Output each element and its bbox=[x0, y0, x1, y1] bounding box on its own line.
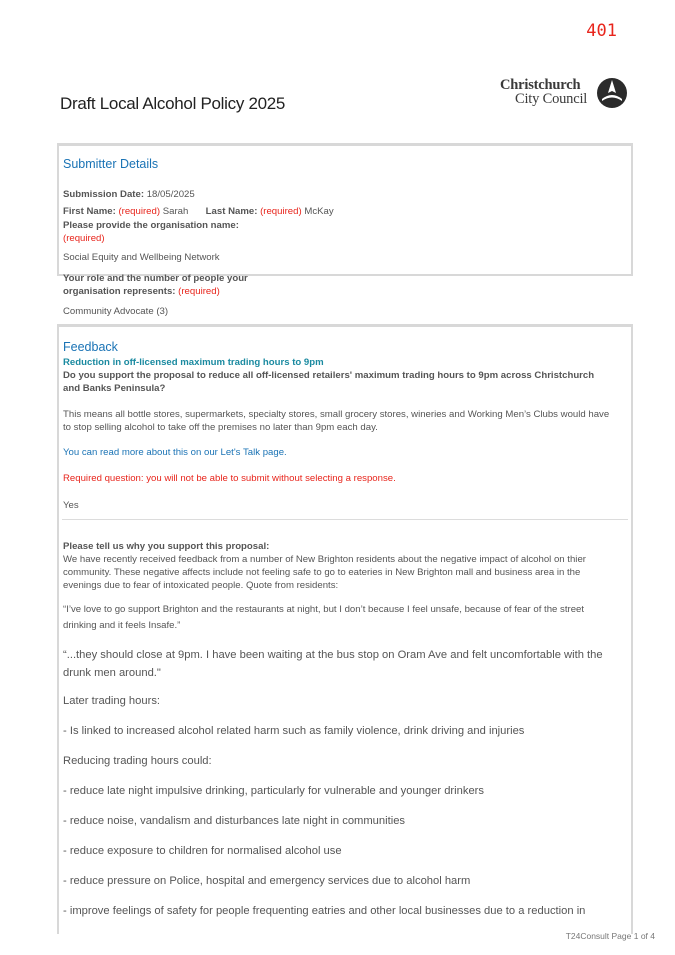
submission-date-label: Submission Date: bbox=[63, 189, 145, 200]
reduce-bullet-3: - reduce exposure to children for normalised alcohol use bbox=[63, 845, 342, 857]
page-stamp: 401 bbox=[586, 21, 617, 41]
org-label: Please provide the organisation name: bbox=[63, 220, 239, 231]
role-value: Community Advocate (3) bbox=[63, 306, 169, 317]
lets-talk-link[interactable]: Let's Talk page bbox=[220, 447, 285, 458]
page-footer: T24Consult Page 1 of 4 bbox=[565, 931, 655, 941]
submission-date-value: 18/05/2025 bbox=[146, 189, 195, 200]
role-label-line-2 bbox=[63, 285, 220, 298]
quote-2-line-2: drunk men around." bbox=[63, 667, 161, 679]
later-hours-heading: Later trading hours: bbox=[63, 695, 161, 707]
council-logo bbox=[500, 74, 630, 110]
org-required: (required) bbox=[63, 233, 105, 244]
role-required: (required) bbox=[178, 286, 220, 297]
explanation-line-1: This means all bottle stores, supermarkets, specialty stores, small grocery stores, wineries and Working Men’s Clubs would have bbox=[63, 409, 610, 420]
quote-1-line-2: drinking and it feels Insafe.” bbox=[63, 620, 181, 631]
reduce-bullet-2: - reduce noise, vandalism and disturbances late night in communities bbox=[63, 815, 406, 827]
submitter-heading: Submitter Details bbox=[63, 157, 159, 171]
divider bbox=[62, 519, 628, 520]
read-more-text bbox=[63, 446, 287, 459]
read-more-prefix: You can read more about this on our bbox=[63, 447, 221, 458]
why-line-1: We have recently received feedback from a number of New Brighton residents about the negative impact of alcohol on thier bbox=[63, 554, 586, 565]
org-value: Social Equity and Wellbeing Network bbox=[63, 252, 220, 263]
reduce-bullet-1: - reduce late night impulsive drinking, particularly for vulnerable and younger drinkers bbox=[63, 785, 484, 797]
why-label: Please tell us why you support this proposal: bbox=[63, 541, 270, 552]
first-name-required: (required) bbox=[118, 206, 161, 217]
answer-value: Yes bbox=[63, 500, 79, 511]
last-name-label: Last Name: bbox=[205, 206, 258, 217]
quote-2-line-1: “...they should close at 9pm. I have been waiting at the bus stop on Oram Ave and felt uncomfortable with the bbox=[63, 649, 603, 661]
document-title: Draft Local Alcohol Policy 2025 bbox=[60, 94, 286, 113]
read-more-suffix: . bbox=[284, 447, 287, 458]
reduce-bullet-4: - reduce pressure on Police, hospital and emergency services due to alcohol harm bbox=[63, 875, 471, 887]
cathedral-logo-icon bbox=[596, 77, 628, 109]
linked-bullet: - Is linked to increased alcohol related harm such as family violence, drink driving and injuries bbox=[63, 725, 525, 737]
why-line-2: community. These negative affects include not feeling safe to go to eateries in New Brighton mall and business area in the bbox=[63, 567, 581, 578]
logo-line-1: Christchurch bbox=[500, 77, 581, 93]
first-name-label: First Name: bbox=[63, 206, 116, 217]
last-name-required: (required) bbox=[260, 206, 302, 217]
reduce-bullet-5: - improve feelings of safety for people frequenting eatries and other local businesses due to a reduction in bbox=[63, 905, 586, 917]
question-title: Reduction in off-licensed maximum trading hours to 9pm bbox=[63, 357, 324, 368]
name-row bbox=[63, 205, 334, 218]
required-notice: Required question: you will not be able to submit without selecting a response. bbox=[63, 473, 396, 484]
last-name-value: McKay bbox=[304, 206, 334, 217]
feedback-heading: Feedback bbox=[63, 340, 118, 354]
quote-1-line-1: “I’ve love to go support Brighton and the restaurants at night, but I don’t because I feel unsafe, because of fear of the street bbox=[63, 604, 585, 615]
role-label-line-1: Your role and the number of people your bbox=[63, 273, 248, 284]
explanation-line-2: to stop selling alcohol to take off the premises no later than 9pm each day. bbox=[63, 422, 378, 433]
question-line-1: Do you support the proposal to reduce all off-licensed retailers' maximum trading hours to 9pm across Christchurch bbox=[63, 370, 595, 381]
logo-line-2: City Council bbox=[515, 91, 588, 107]
submission-date-row bbox=[63, 188, 195, 201]
reducing-heading: Reducing trading hours could: bbox=[63, 755, 212, 767]
question-line-2: and Banks Peninsula? bbox=[63, 383, 166, 394]
why-line-3: evenings due to fear of intoxicated people. Quote from residents: bbox=[63, 580, 339, 591]
role-label-text: organisation represents: bbox=[63, 286, 176, 297]
first-name-value: Sarah bbox=[162, 206, 189, 217]
